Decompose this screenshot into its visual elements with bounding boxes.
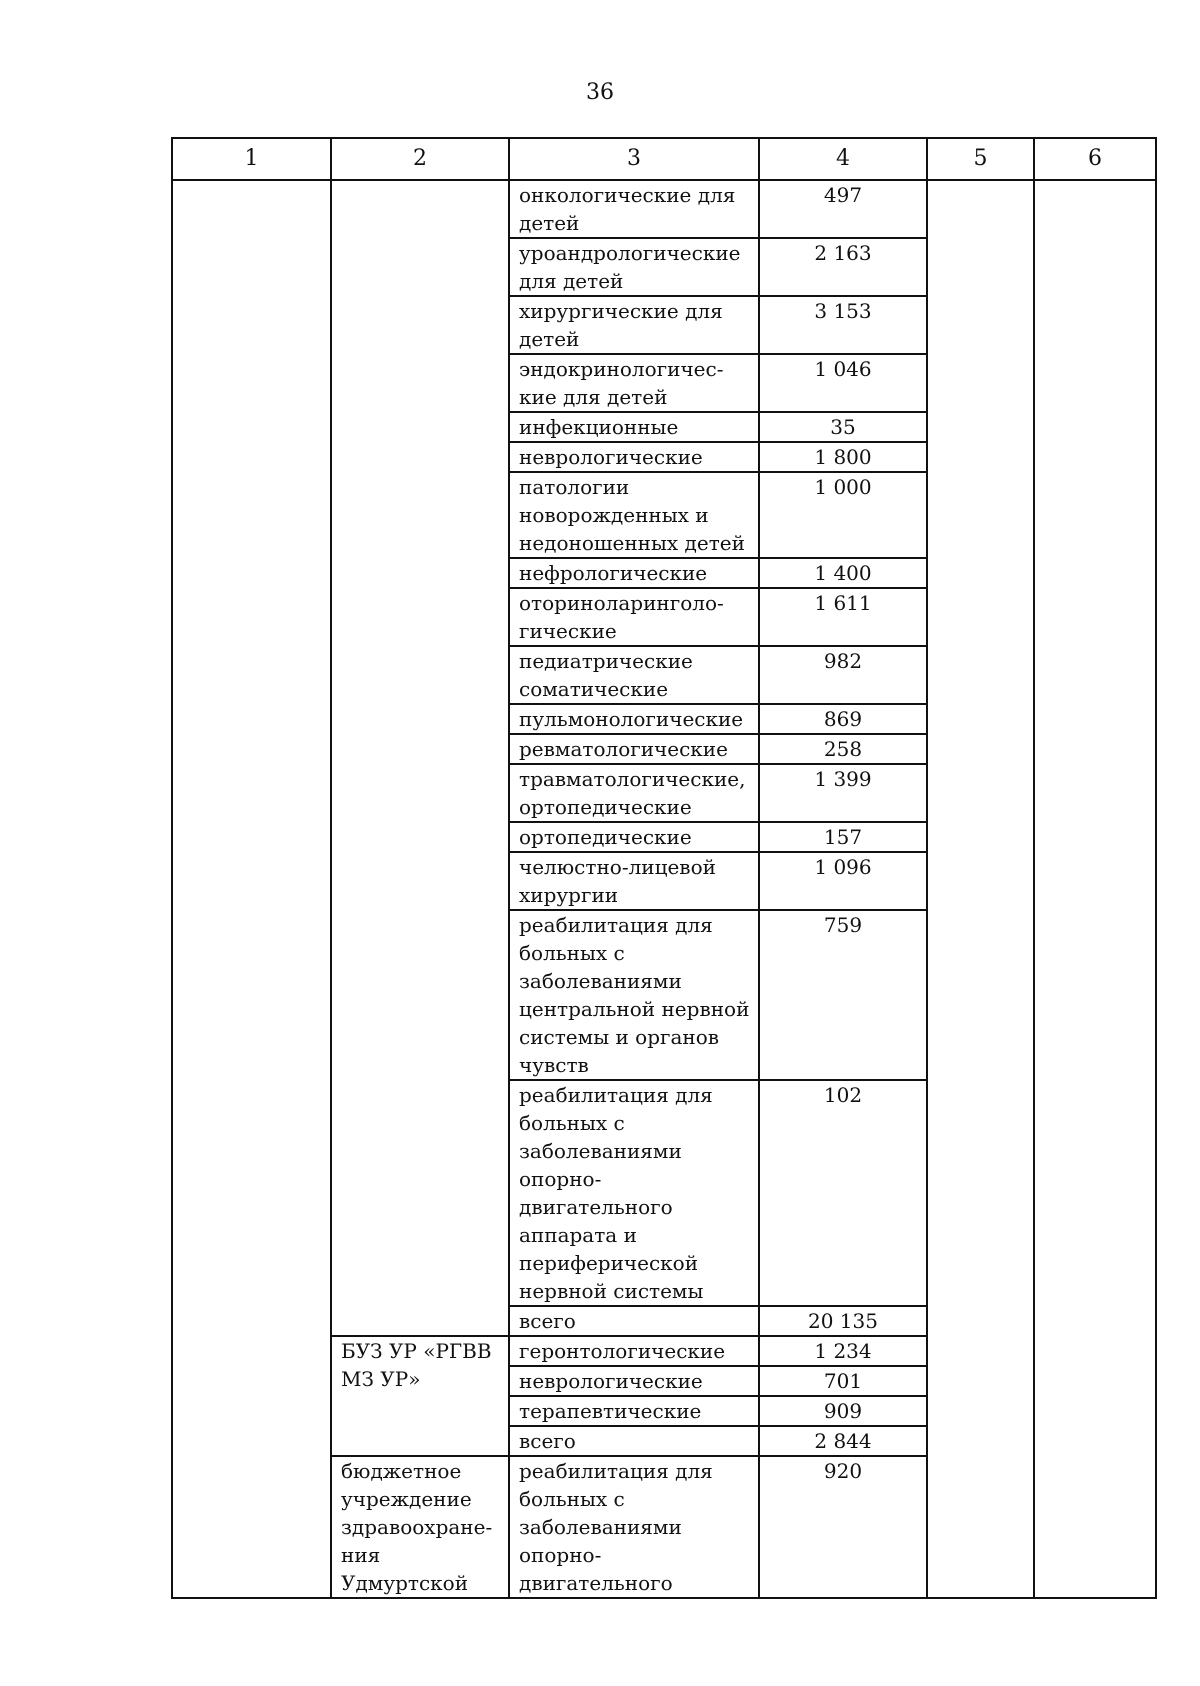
profile-cell: нефрологические xyxy=(509,558,759,588)
beds-value-cell: 1 046 xyxy=(759,354,927,412)
profile-cell: челюстно-лицевой хирургии xyxy=(509,852,759,910)
beds-value-cell: 759 xyxy=(759,910,927,1080)
profile-cell: геронтологические xyxy=(509,1336,759,1366)
beds-value-cell: 157 xyxy=(759,822,927,852)
profile-cell: инфекционные xyxy=(509,412,759,442)
profile-cell: неврологические xyxy=(509,442,759,472)
column-header: 1 xyxy=(172,138,331,180)
beds-value-cell: 2 163 xyxy=(759,238,927,296)
profile-cell: оториноларинголо-гические xyxy=(509,588,759,646)
header-row xyxy=(172,138,1156,180)
profile-cell: ортопедические xyxy=(509,822,759,852)
profile-cell: реабилитация для больных с заболеваниями опорно-двигательного аппарата и периферической нервной системы xyxy=(509,1080,759,1306)
beds-value-cell: 20 135 xyxy=(759,1306,927,1336)
column-header: 5 xyxy=(927,138,1034,180)
profile-cell: онкологические для детей xyxy=(509,180,759,238)
beds-value-cell: 1 400 xyxy=(759,558,927,588)
beds-value-cell: 1 234 xyxy=(759,1336,927,1366)
beds-value-cell: 1 096 xyxy=(759,852,927,910)
page-number: 36 xyxy=(586,80,614,105)
profile-cell: патологии новорожденных и недоношенных детей xyxy=(509,472,759,558)
profile-cell: хирургические для детей xyxy=(509,296,759,354)
profile-cell: реабилитация для больных с заболеваниями центральной нервной системы и органов чувств xyxy=(509,910,759,1080)
beds-value-cell: 35 xyxy=(759,412,927,442)
beds-value-cell: 1 800 xyxy=(759,442,927,472)
profile-cell: всего xyxy=(509,1306,759,1336)
beds-value-cell: 909 xyxy=(759,1396,927,1426)
beds-value-cell: 3 153 xyxy=(759,296,927,354)
profile-cell: эндокринологичес-кие для детей xyxy=(509,354,759,412)
beds-value-cell: 920 xyxy=(759,1456,927,1598)
column-header: 4 xyxy=(759,138,927,180)
organization-cell xyxy=(331,180,509,1336)
beds-value-cell: 497 xyxy=(759,180,927,238)
column-1-cell xyxy=(172,180,331,1598)
beds-value-cell: 1 000 xyxy=(759,472,927,558)
profile-cell: терапевтические xyxy=(509,1396,759,1426)
profile-cell: всего xyxy=(509,1426,759,1456)
beds-value-cell: 102 xyxy=(759,1080,927,1306)
beds-value-cell: 1 399 xyxy=(759,764,927,822)
profile-cell: травматологические, ортопедические xyxy=(509,764,759,822)
profile-cell: пульмонологические xyxy=(509,704,759,734)
profile-cell: ревматологические xyxy=(509,734,759,764)
profile-cell: неврологические xyxy=(509,1366,759,1396)
column-header: 2 xyxy=(331,138,509,180)
column-5-cell xyxy=(927,180,1034,1598)
beds-value-cell: 258 xyxy=(759,734,927,764)
column-6-cell xyxy=(1034,180,1156,1598)
organization-cell: бюджетное учреждение здравоохране-ния Удмуртской xyxy=(331,1456,509,1598)
beds-value-cell: 869 xyxy=(759,704,927,734)
table-row xyxy=(172,180,1156,238)
beds-table xyxy=(171,137,1157,1599)
profile-cell: реабилитация для больных с заболеваниями опорно-двигательного xyxy=(509,1456,759,1598)
column-header: 6 xyxy=(1034,138,1156,180)
profile-cell: педиатрические соматические xyxy=(509,646,759,704)
column-header: 3 xyxy=(509,138,759,180)
beds-value-cell: 982 xyxy=(759,646,927,704)
beds-value-cell: 2 844 xyxy=(759,1426,927,1456)
beds-value-cell: 701 xyxy=(759,1366,927,1396)
profile-cell: уроандрологические для детей xyxy=(509,238,759,296)
organization-cell: БУЗ УР «РГВВ МЗ УР» xyxy=(331,1336,509,1456)
beds-value-cell: 1 611 xyxy=(759,588,927,646)
